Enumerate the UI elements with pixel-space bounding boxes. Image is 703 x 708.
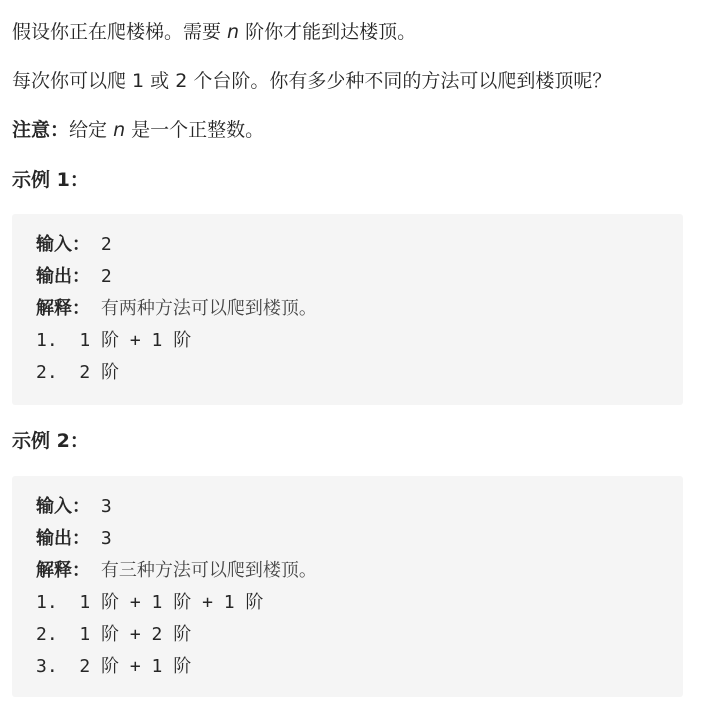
step-text: 1 阶 + 1 阶 (79, 330, 192, 351)
step-number: 2. (36, 624, 58, 645)
step-text: 2 阶 + 1 阶 (79, 656, 192, 677)
step-text: 2 阶 (79, 362, 120, 383)
example-1-input-line (36, 229, 112, 261)
output-label: 输出： (36, 528, 90, 549)
note-text-before: 给定 (69, 119, 114, 141)
example-1-output-line (36, 261, 112, 293)
explain-label: 解释： (36, 298, 90, 319)
explain-text: 有三种方法可以爬到楼顶。 (100, 560, 317, 581)
problem-statement (12, 20, 416, 44)
problem-note (12, 118, 264, 142)
example-2-output-line (36, 523, 112, 555)
step-number: 1. (36, 592, 58, 613)
example-2-input-line (36, 491, 112, 523)
input-label: 输入： (36, 234, 90, 255)
output-label: 输出： (36, 266, 90, 287)
example-2-step-2 (36, 619, 191, 651)
problem-question: 每次你可以爬 1 或 2 个台阶。你有多少种不同的方法可以爬到楼顶呢？ (12, 70, 612, 92)
example-2-title: 示例 2： (12, 430, 89, 452)
output-value: 3 (100, 528, 112, 549)
example-1-step-2 (36, 357, 119, 389)
step-text: 1 阶 + 1 阶 + 1 阶 (79, 592, 264, 613)
step-number: 3. (36, 656, 58, 677)
input-value: 3 (100, 496, 112, 517)
step-number: 2. (36, 362, 58, 383)
step-text: 1 阶 + 2 阶 (79, 624, 192, 645)
output-value: 2 (100, 266, 112, 287)
example-1-block (12, 214, 683, 405)
variable-n: n (113, 119, 126, 141)
example-1-title: 示例 1： (12, 169, 89, 191)
example-1-explain-line (36, 293, 317, 325)
input-value: 2 (100, 234, 112, 255)
explain-text: 有两种方法可以爬到楼顶。 (100, 298, 317, 319)
step-number: 1. (36, 330, 58, 351)
input-label: 输入： (36, 496, 90, 517)
explain-label: 解释： (36, 560, 90, 581)
example-2-block (12, 476, 683, 697)
statement-text-before: 假设你正在爬楼梯。需要 (12, 21, 228, 43)
example-2-step-3 (36, 651, 191, 683)
variable-n: n (227, 21, 240, 43)
note-text-after: 是一个正整数。 (125, 119, 265, 141)
example-1-step-1 (36, 325, 191, 357)
statement-text-after: 阶你才能到达楼顶。 (239, 21, 417, 43)
example-2-explain-line (36, 555, 317, 587)
note-label: 注意： (12, 119, 70, 141)
example-2-step-1 (36, 587, 263, 619)
